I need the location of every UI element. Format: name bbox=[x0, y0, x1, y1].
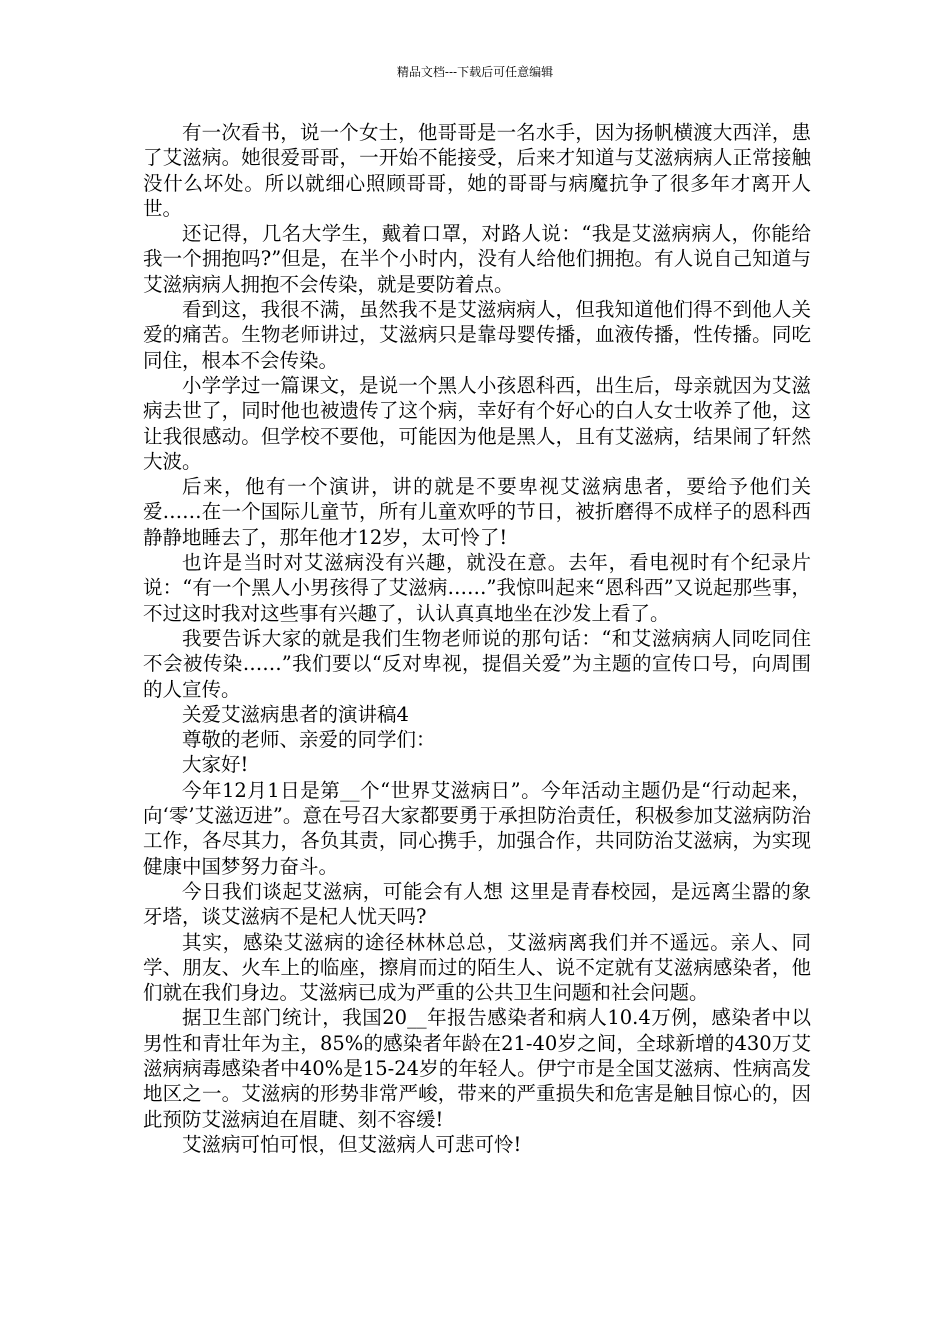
paragraph: 小学学过一篇课文，是说一个黑人小孩恩科西，出生后，母亲就因为艾滋病去世了，同时他也被遗传了这个病，幸好有个好心的白人女士收养了他，这让我很感动。但学校不要他，可能因为他是黑人，且有艾滋病，结果闹了轩然大波。 bbox=[143, 373, 811, 473]
paragraph: 我要告诉大家的就是我们生物老师说的那句话：“和艾滋病病人同吃同住不会被传染……”我们要以“反对卑视，提倡关爱”为主题的宣传口号，向周围的人宣传。 bbox=[143, 626, 811, 701]
document-body bbox=[143, 120, 811, 1157]
greeting: 大家好! bbox=[182, 753, 249, 777]
paragraph: 也许是当时对艾滋病没有兴趣，就没在意。去年，看电视时有个纪录片说：“有一个黑人小男孩得了艾滋病……”我惊叫起来“恩科西”又说起那些事，不过这时我对这些事有兴趣了，认认真真地坐在沙发上看了。 bbox=[143, 551, 811, 625]
paragraph: 今年12月1日是第__个“世界艾滋病日”。今年活动主题仍是“行动起来，向‘零’艾滋迈进”。意在号召大家都要勇于承担防治责任，积极参加艾滋病防治工作，各尽其力，各负其责，同心携手，加强合作，共同防治艾滋病，为实现健康中国梦努力奋斗。 bbox=[143, 778, 811, 878]
page-header: 精品文档---下载后可任意编辑 bbox=[396, 65, 554, 79]
paragraph: 有一次看书，说一个女士，他哥哥是一名水手，因为扬帆横渡大西洋，患了艾滋病。她很爱哥哥，一开始不能接受，后来才知道与艾滋病病人正常接触没什么坏处。所以就细心照顾哥哥，她的哥哥与病魔抗争了很多年才离开人世。 bbox=[143, 121, 811, 220]
paragraph: 据卫生部门统计，我国20__年报告感染者和病人10.4万例，感染者中以男性和青壮年为主，85%的感染者年龄在21-40岁之间，全球新增的430万艾滋病病毒感染者中40%是15-24岁的年轻人。伊宁市是全国艾滋病、性病高发地区之一。艾滋病的形势非常严峻，带来的严重损失和危害是触目惊心的，因此预防艾滋病迫在眉睫、刻不容缓! bbox=[143, 1006, 811, 1131]
paragraph: 其实，感染艾滋病的途径林林总总，艾滋病离我们并不遥远。亲人、同学、朋友、火车上的临座，擦肩而过的陌生人、说不定就有艾滋病感染者，他们就在我们身边。艾滋病已成为严重的公共卫生问题和社会问题。 bbox=[143, 930, 811, 1005]
section-title: 关爱艾滋病患者的演讲稿4 bbox=[182, 702, 409, 726]
paragraph: 今日我们谈起艾滋病，可能会有人想 这里是青春校园，是远离尘嚣的象牙塔，谈艾滋病不是杞人忧天吗? bbox=[143, 879, 811, 929]
salutation: 尊敬的老师、亲爱的同学们： bbox=[182, 728, 436, 752]
paragraph: 还记得，几名大学生，戴着口罩，对路人说：“我是艾滋病病人，你能给我一个拥抱吗?”但是，在半个小时内，没有人给他们拥抱。有人说自己知道与艾滋病病人拥抱不会传染，就是要防着点。 bbox=[143, 222, 811, 296]
paragraph: 看到这，我很不满，虽然我不是艾滋病病人，但我知道他们得不到他人关爱的痛苦。生物老师讲过，艾滋病只是靠母婴传播，血液传播，性传播。同吃同住，根本不会传染。 bbox=[143, 298, 811, 372]
paragraph: 艾滋病可怕可恨，但艾滋病人可悲可怜! bbox=[182, 1132, 522, 1156]
paragraph: 后来，他有一个演讲，讲的就是不要卑视艾滋病患者，要给予他们关爱……在一个国际儿童节，所有儿童欢呼的节日，被折磨得不成样子的恩科西静静地睡去了，那年他才12岁，太可怜了! bbox=[143, 475, 811, 549]
